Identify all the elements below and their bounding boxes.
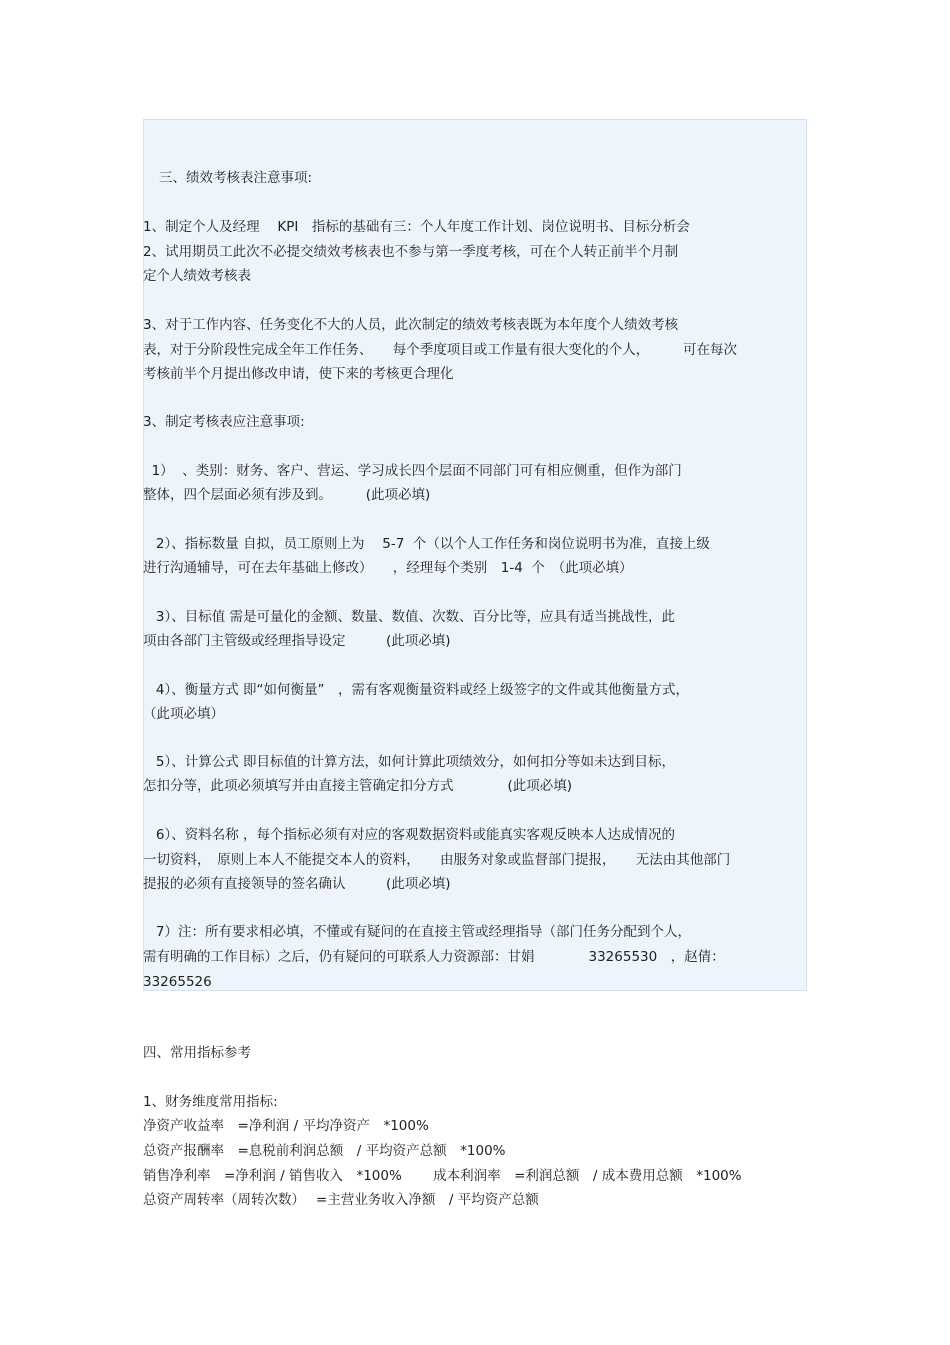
formula-turnover: 总资产周转率（周转次数） =主营业务收入净额 / 平均资产总额 <box>143 1192 539 1208</box>
item-7-line1: 7）注：所有要求相必填，不懂或有疑问的在直接主管或经理指导（部门任务分配到个人， <box>143 924 691 940</box>
item-4-line1: 4）、衡量方式 即“如何衡量” ，需有客观衡量资料或经上级签字的文件或其他衡量方式， <box>143 682 689 698</box>
formula-roe: 净资产收益率 =净利润 / 平均净资产 *100% <box>143 1118 429 1134</box>
note-2-line1: 2、试用期员工此次不必提交绩效考核表也不参与第一季度考核，可在个人转正前半个月制 <box>143 244 679 260</box>
note-3-line1: 3、对于工作内容、任务变化不大的人员，此次制定的绩效考核表既为本年度个人绩效考核 <box>143 317 679 333</box>
item-6-line2: 一切资料， 原则上本人不能提交本人的资料， 由服务对象或监督部门提报， 无法由其他部门 <box>143 852 731 868</box>
item-7-line3: 33265526 <box>143 974 212 990</box>
note-3-line3: 考核前半个月提出修改申请，使下来的考核更合理化 <box>143 366 454 382</box>
note-3-line2: 表，对于分阶段性完成全年工作任务、 每个季度项目或工作量有很大变化的个人， 可在每次 <box>143 342 737 358</box>
item-6-line3: 提报的必须有直接领导的签名确认 (此项必填) <box>143 876 451 892</box>
item-6-line1: 6）、资料名称 ，每个指标必须有对应的客观数据资料或能真实客观反映本人达成情况的 <box>143 827 676 843</box>
note-1: 1、制定个人及经理 KPI 指标的基础有三：个人年度工作计划、岗位说明书、目标分析会 <box>143 219 690 235</box>
section3-heading: 三、绩效考核表注意事项: <box>159 170 313 186</box>
item-5-line2: 怎扣分等，此项必须填写并由直接主管确定扣分方式 (此项必填) <box>143 778 573 794</box>
subsection-heading: 3、制定考核表应注意事项: <box>143 414 305 430</box>
note-2-line2: 定个人绩效考核表 <box>143 268 251 284</box>
item-7-line2: 需有明确的工作目标）之后，仍有疑问的可联系人力资源部：甘娟 33265530 ，赵倩： <box>143 949 725 965</box>
item-2-line2: 进行沟通辅导，可在去年基础上修改） ，经理每个类别 1-4 个 （此项必填） <box>143 560 633 576</box>
item-4-line2: （此项必填） <box>143 706 224 722</box>
item-3-line2: 项由各部门主管级或经理指导设定 (此项必填) <box>143 633 451 649</box>
finance-heading: 1、财务维度常用指标: <box>143 1094 278 1110</box>
section4-heading: 四、常用指标参考 <box>143 1045 251 1061</box>
formula-roa: 总资产报酬率 =息税前利润总额 / 平均资产总额 *100% <box>143 1143 506 1159</box>
item-5-line1: 5）、计算公式 即目标值的计算方法，如何计算此项绩效分，如何扣分等如未达到目标， <box>143 754 676 770</box>
item-1-line2: 整体，四个层面必须有涉及到。 (此项必填) <box>143 487 431 503</box>
item-3-line1: 3）、目标值 需是可量化的金额、数量、数值、次数、百分比等，应具有适当挑战性，此 <box>143 609 676 625</box>
formula-margins: 销售净利率 =净利润 / 销售收入 *100% 成本利润率 =利润总额 / 成本费用总额 *100% <box>143 1168 742 1184</box>
item-1-line1: 1） 、类别：财务、客户、营运、学习成长四个层面不同部门可有相应侧重，但作为部门 <box>143 463 682 479</box>
item-2-line1: 2）、指标数量 自拟，员工原则上为 5-7 个（以个人工作任务和岗位说明书为准，直接上级 <box>143 536 710 552</box>
